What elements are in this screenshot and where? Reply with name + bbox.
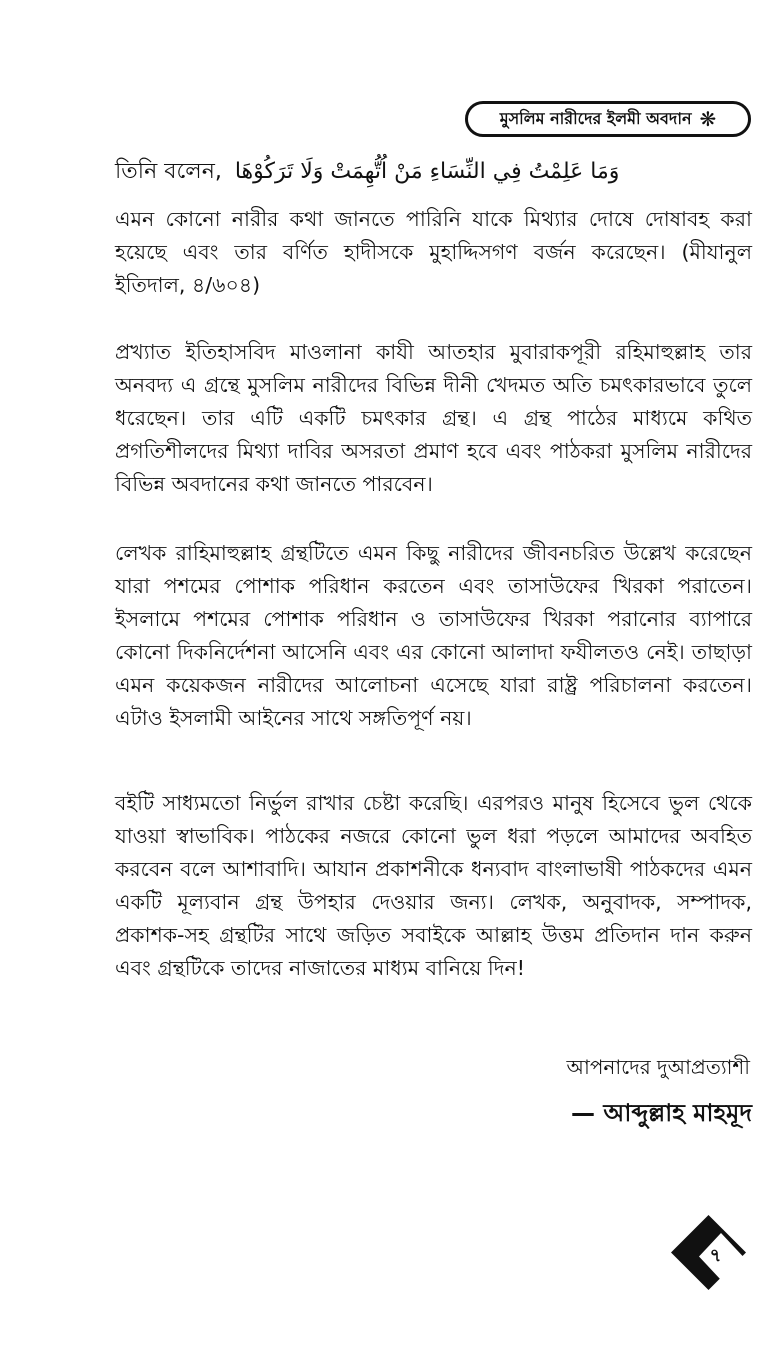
page-number: ৭ <box>709 1245 722 1266</box>
signature: — আব্দুল্লাহ মাহমূদ <box>570 1099 752 1127</box>
paragraph-3: লেখক রাহিমাহুল্লাহ গ্রন্থটিতে এমন কিছু নারীদের জীবনচরিত উল্লেখ করেছেন যারা পশমের পোশাক পরিধান করতেন এবং তাসাউফের খিরকা পরাতেন। ইসলামে পশমের পোশাক পরিধান ও তাসাউফের খিরকা পরানোর ব্যাপারে কোনো দিকনির্দেশনা আসেনি এবং এর কোনো আলাদা ফযীলতও নেই। তাছাড়া এমন কয়েকজন নারীদের আলোচনা এসেছে যারা রাষ্ট্র পরিচালনা করতেন। এটাও ইসলামী আইনের সাথে সঙ্গতিপূর্ণ নয়। <box>115 541 752 730</box>
running-header-title: মুসলিম নারীদের ইলমী অবদান <box>499 108 692 128</box>
running-header <box>465 101 751 137</box>
closing-line: আপনাদের দুআপ্রত্যাশী <box>566 1055 750 1079</box>
quote-prefix: তিনি বলেন, <box>115 159 222 184</box>
paragraph-4: বইটি সাধ্যমতো নির্ভুল রাখার চেষ্টা করেছি। এরপরও মানুষ হিসেবে ভুল থেকে যাওয়া স্বাভাবিক। পাঠকের নজরে কোনো ভুল ধরা পড়লে আমাদের অবহিত করবেন বলে আশাবাদি। আযান প্রকাশনীকে ধন্যবাদ বাংলাভাষী পাঠকদের এমন একটি মূল্যবান গ্রন্থ উপহার দেওয়ার জন্য। লেখক, অনুবাদক, সম্পাদক, প্রকাশক-সহ গ্রন্থটির সাথে জড়িত সবাইকে আল্লাহ উত্তম প্রতিদান দান করুন এবং গ্রন্থটিকে তাদের নাজাতের মাধ্যম বানিয়ে দিন! <box>115 791 752 980</box>
paragraph-1: এমন কোনো নারীর কথা জানতে পারিনি যাকে মিথ্যার দোষে দোষাবহ করা হয়েছে এবং তার বর্ণিত হাদীসকে মুহাদ্দিসগণ বর্জন করেছেন। (মীযানুল ইতিদাল, ৪/৬০৪) <box>115 207 752 297</box>
quote-line <box>115 152 635 192</box>
arabic-quote: وَمَا عَلِمْتُ فِي النِّسَاءِ مَنْ اُتُّهِمَتْ وَلَا تَرَكُوْهَا <box>234 159 620 184</box>
paragraph-2: প্রখ্যাত ইতিহাসবিদ মাওলানা কাযী আতহার মুবারাকপূরী রহিমাহুল্লাহ তার অনবদ্য এ গ্রন্থে মুসলিম নারীদের বিভিন্ন দীনী খেদমত অতি চমৎকারভাবে তুলে ধরেছেন। তার এটি একটি চমৎকার গ্রন্থ। এ গ্রন্থ পাঠের মাধ্যমে কথিত প্রগতিশীলদের মিথ্যা দাবির অসরতা প্রমাণ হবে এবং পাঠকরা মুসলিম নারীদের বিভিন্ন অবদানের কথা জানতে পারবেন। <box>115 340 752 496</box>
flower-ornament-icon: ❋ <box>699 107 717 131</box>
page-number-badge <box>669 1213 748 1292</box>
